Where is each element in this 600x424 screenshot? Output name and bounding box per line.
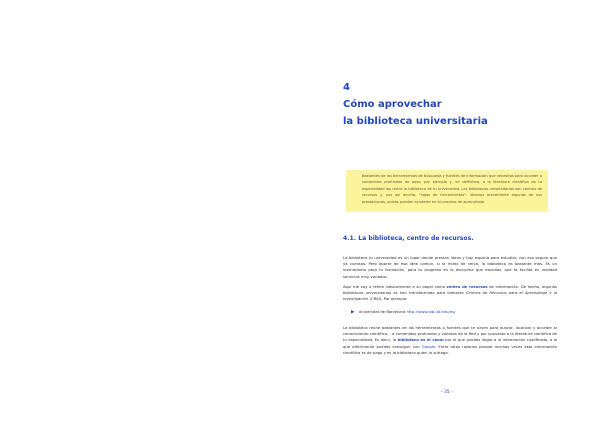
section-title: 4.1. La biblioteca, centro de recursos. (343, 235, 474, 242)
paragraph-3-text-c: por el que puedes llegar a la información cualificada, a lo que difícilmente puedes conseguir con (343, 337, 557, 349)
paragraph-2 (343, 284, 557, 303)
centro-de-recursos-emphasis: centro de recursos (446, 284, 488, 289)
chapter-number: 4 (343, 82, 350, 93)
paragraph-2-text-e: (CRAI). Por ejemplo: (368, 296, 408, 302)
ub-library-link[interactable]: http://www.bib.ub.edu/es/ (406, 309, 456, 314)
callout-text: Bastantes de las herramientas de búsqueda y fuentes de información que necesitas para acceder a contenidos profundos de peso, por ejemplo y, en definitiva, a la literatura científica de tu especialidad las reúne la biblioteca de tu universidad. Las bibliotecas universitarias son centros de recursos y, por así decirlo, "cajas de herramientas". Veamos brevemente algunas de sus prestaciones, quizás puedan ayudarte en tu proceso de aprendizaje. (362, 174, 542, 204)
paragraph-3-text-a: La biblioteca reúne bastantes de las herramientas o fuentes que te sirven para buscar, localizar y acceder al conocimiento científico… a contenidos profundos y valiosos de la Red y por supuesto a la literatura científica de tu especialidad. Es decir, la (343, 325, 557, 343)
paragraph-3 (343, 325, 557, 356)
paragraph-2-text-c: de información. De hecho, algunas bibliotecas universitarias se han transformado para llamarse (343, 284, 557, 296)
biblioteca-canal-emphasis: biblioteca es el canal (397, 337, 444, 343)
google-link[interactable]: Google (421, 343, 436, 349)
page-number: - 35 - (441, 390, 453, 395)
paragraph-2-text-a: Aquí me voy a referir básicamente a su papel como (343, 284, 447, 289)
chapter-title-line-2: la biblioteca universitaria (343, 116, 488, 127)
intro-callout-box (346, 170, 548, 212)
chapter-heading (343, 79, 573, 130)
chapter-title-line-1: Cómo aprovechar (343, 99, 442, 110)
crai-name: Centros de Recursos para el Aprendizaje y la Investigación (343, 290, 557, 302)
paragraph-1: La biblioteca tu universidad es un lugar donde prestan libros y hay espacio para estudiar, con eso seguro que ya cuentas. Pero aparte de esa idea común, si la miras de cerca, la biblioteca es bastante más. Es un instrumento para tu formación, para tu progreso en la disciplina que estudias, que te facilita en realidad servicios muy variados. (343, 255, 557, 279)
paragraph-3-text-e: . Entre otras razones porque muchas veces esta información científica es de pago y es la biblioteca quien la sufraga. (343, 343, 557, 355)
triangle-bullet-icon: ▶ (351, 310, 355, 315)
bullet-item (351, 309, 455, 316)
bullet-label: Universitat de Barcelona (358, 309, 407, 314)
